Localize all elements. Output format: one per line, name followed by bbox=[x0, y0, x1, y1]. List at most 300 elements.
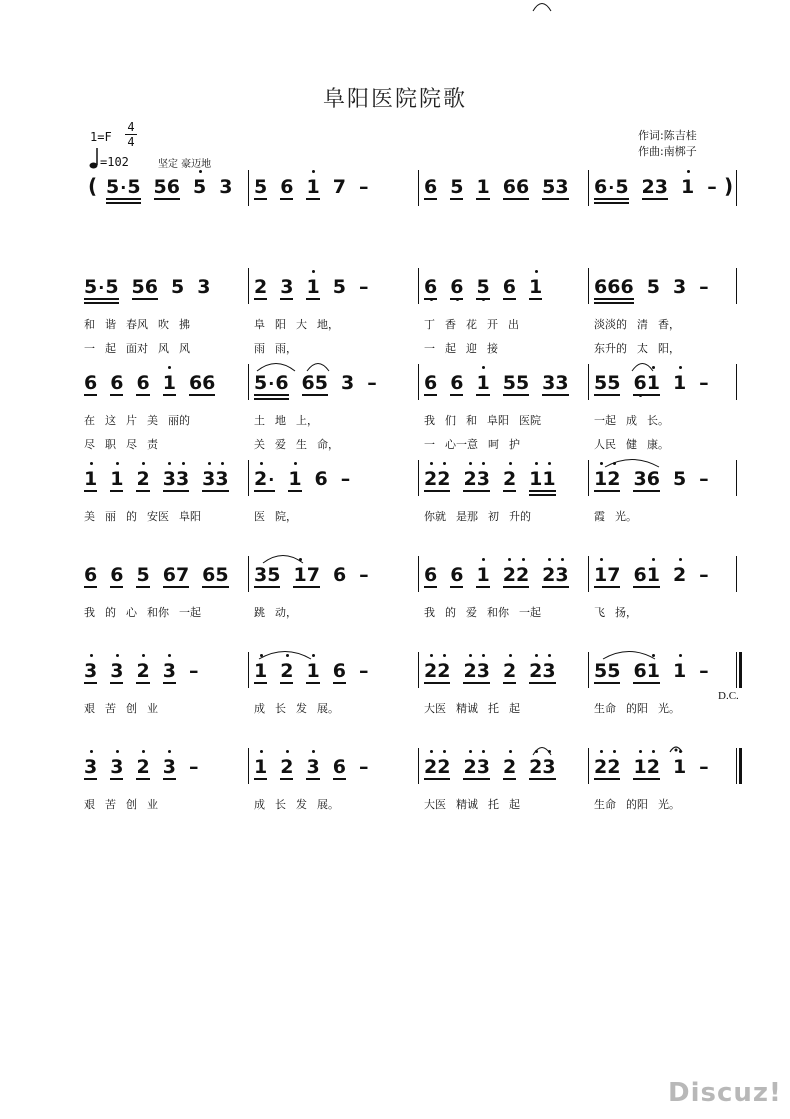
note-line bbox=[594, 276, 722, 300]
lyric-word: 爱 bbox=[275, 438, 286, 451]
barline bbox=[588, 170, 589, 206]
composer-credit: 作曲:南梆子 bbox=[638, 145, 697, 158]
lyrics-verse-1 bbox=[594, 508, 647, 524]
note: 2 3 bbox=[542, 564, 568, 586]
note: 6 bbox=[450, 564, 464, 586]
note: 5 bbox=[136, 564, 150, 586]
lyric-word: 土 bbox=[254, 414, 265, 427]
note: 2 bbox=[280, 660, 293, 682]
lyric-word: 拂 bbox=[179, 318, 190, 331]
note: 5 bbox=[646, 276, 660, 298]
lyric-word: 谐 bbox=[105, 318, 116, 331]
lyrics-verse-2 bbox=[254, 340, 307, 356]
lyrics-verse-2 bbox=[254, 436, 349, 452]
note: 66 bbox=[188, 372, 216, 394]
note: 23 bbox=[641, 176, 669, 198]
lyric-word: 长 bbox=[275, 798, 286, 811]
note-line bbox=[84, 564, 242, 588]
lyric-word: 风 bbox=[158, 342, 169, 355]
note: 1 bbox=[84, 468, 97, 490]
lyrics-verse-1 bbox=[84, 412, 200, 428]
note-line bbox=[594, 176, 730, 200]
lyric-word: 一 bbox=[84, 342, 95, 355]
lyric-word: 扬， bbox=[615, 606, 637, 619]
lyric-word: 苦 bbox=[105, 702, 116, 715]
lyric-word: 初 bbox=[488, 510, 499, 523]
lyric-word: 淡淡的 bbox=[594, 318, 627, 331]
lyrics-verse-1 bbox=[254, 316, 349, 332]
lyrics-verse-2 bbox=[424, 340, 508, 356]
note: 1 bbox=[306, 276, 319, 298]
lyric-word: 长 bbox=[275, 702, 286, 715]
note: 3 bbox=[672, 276, 687, 298]
note: 1 2 bbox=[594, 468, 620, 490]
note: 6 bbox=[450, 276, 463, 298]
note: 1 7 bbox=[594, 564, 620, 586]
note: 61 bbox=[633, 564, 659, 586]
note: 6 bbox=[110, 564, 124, 586]
lyric-word: 太 bbox=[637, 342, 648, 355]
note: 3 bbox=[84, 660, 97, 682]
note: – bbox=[699, 276, 709, 298]
barline bbox=[248, 748, 249, 784]
lyric-word: 跳 bbox=[254, 606, 265, 619]
note: 7 bbox=[332, 176, 346, 198]
note: 3 bbox=[163, 756, 176, 778]
lyrics-verse-1 bbox=[254, 412, 328, 428]
note: – bbox=[699, 660, 709, 682]
note-line bbox=[594, 564, 722, 588]
lyric-word: 动， bbox=[275, 606, 297, 619]
lyric-word: 阳， bbox=[658, 342, 680, 355]
lyric-word: 上， bbox=[296, 414, 318, 427]
note: 1 bbox=[476, 176, 490, 198]
lyric-word: 光。 bbox=[658, 702, 680, 715]
key-signature: 1=F bbox=[90, 130, 112, 144]
lyrics-verse-1 bbox=[594, 604, 647, 620]
lyric-word: 托 bbox=[488, 798, 499, 811]
slur-arc bbox=[256, 360, 296, 372]
note: – bbox=[188, 660, 199, 682]
lyrics-verse-1 bbox=[594, 700, 690, 716]
lyrics-verse-1 bbox=[424, 412, 551, 428]
note: 55 bbox=[594, 372, 621, 394]
lyric-word: 生命 bbox=[594, 798, 616, 811]
note-line bbox=[254, 756, 381, 780]
note-line bbox=[424, 468, 569, 492]
note-line bbox=[254, 660, 381, 684]
note: 2 3 bbox=[463, 756, 489, 778]
barline bbox=[736, 748, 737, 784]
lyrics-verse-2 bbox=[424, 436, 530, 452]
note: 6 bbox=[502, 276, 516, 298]
note: 5 bbox=[476, 276, 489, 298]
barline bbox=[736, 268, 737, 304]
lyric-word: 香 bbox=[445, 318, 456, 331]
lyric-word: 们 bbox=[445, 414, 456, 427]
lyric-word: 职 bbox=[105, 438, 116, 451]
lyric-word: 地 bbox=[275, 414, 286, 427]
barline bbox=[248, 652, 249, 688]
note: 3 3 bbox=[163, 468, 189, 490]
note: 1 bbox=[254, 660, 267, 682]
note: 1 bbox=[254, 756, 267, 778]
note: 6 bbox=[424, 372, 438, 394]
note: 5 bbox=[450, 176, 464, 198]
lyrics-verse-2 bbox=[84, 436, 168, 452]
barline bbox=[418, 170, 419, 206]
lyric-word: 阜 bbox=[254, 318, 265, 331]
note: 3 bbox=[341, 372, 355, 394]
note: – bbox=[359, 564, 369, 586]
note: 61 bbox=[633, 660, 659, 682]
lyric-word: 地， bbox=[317, 318, 339, 331]
note: 1 bbox=[306, 660, 319, 682]
lyric-word: 香， bbox=[658, 318, 680, 331]
note: – bbox=[358, 276, 369, 298]
lyrics-verse-1 bbox=[84, 508, 211, 524]
lyric-word: 和 bbox=[84, 318, 95, 331]
lyric-word: 春风 bbox=[126, 318, 148, 331]
note: 2 bbox=[280, 756, 293, 778]
note: – bbox=[367, 372, 377, 394]
quarter-note-icon bbox=[88, 146, 100, 170]
note: 6 1 bbox=[633, 372, 659, 394]
lyric-word: 一 bbox=[424, 438, 435, 451]
lyric-word: 爱 bbox=[466, 606, 477, 619]
note-line bbox=[84, 660, 211, 684]
lyric-word: 艰 bbox=[84, 702, 95, 715]
barline bbox=[588, 652, 589, 688]
note: 55 bbox=[594, 660, 621, 682]
note-line bbox=[84, 276, 223, 300]
note: 5 bbox=[672, 468, 687, 490]
note-line bbox=[254, 372, 390, 396]
note: 2 2 bbox=[424, 756, 450, 778]
barline bbox=[588, 268, 589, 304]
note: 666 bbox=[594, 276, 634, 298]
note: 2 3 bbox=[463, 660, 489, 682]
lyric-word: 心 bbox=[126, 606, 137, 619]
lyric-word: 精诚 bbox=[456, 702, 478, 715]
lyric-word: 丽的 bbox=[168, 414, 190, 427]
note-line bbox=[84, 756, 211, 780]
barline bbox=[418, 364, 419, 400]
lyrics-verse-2 bbox=[84, 340, 200, 356]
lyric-word: 阜阳 bbox=[487, 414, 509, 427]
lyric-word: 托 bbox=[488, 702, 499, 715]
lyric-word: 安医 bbox=[147, 510, 169, 523]
lyric-word: 健 bbox=[626, 438, 637, 451]
note: – bbox=[340, 468, 351, 490]
barline bbox=[736, 556, 737, 592]
note: 6·5 bbox=[594, 176, 629, 198]
note: 3 bbox=[306, 756, 319, 778]
note: 6 bbox=[424, 176, 438, 198]
note: 3 bbox=[84, 756, 97, 778]
note-line bbox=[594, 372, 722, 396]
lyric-word: 东升的 bbox=[594, 342, 627, 355]
lyrics-verse-1 bbox=[84, 316, 200, 332]
lyric-word: 一起 bbox=[519, 606, 541, 619]
lyric-word: 生命 bbox=[594, 702, 616, 715]
lyric-word: 我 bbox=[84, 606, 95, 619]
lyric-word: 这 bbox=[105, 414, 116, 427]
credits bbox=[638, 128, 697, 160]
lyrics-verse-1 bbox=[84, 700, 168, 716]
note: 2 3 bbox=[463, 468, 489, 490]
lyric-word: 创 bbox=[126, 798, 137, 811]
lyric-word: 的阳 bbox=[626, 798, 648, 811]
note: 65 bbox=[301, 372, 329, 394]
lyric-word: 接 bbox=[487, 342, 498, 355]
note: 2 bbox=[136, 468, 149, 490]
note: 2 2 bbox=[424, 468, 450, 490]
barline bbox=[588, 364, 589, 400]
note: 2 3 bbox=[529, 756, 555, 778]
note: 3 bbox=[219, 176, 233, 198]
lyric-word: 的 bbox=[445, 606, 456, 619]
note: 67 bbox=[162, 564, 190, 586]
note: 2 bbox=[136, 756, 149, 778]
lyric-word: 业 bbox=[147, 702, 158, 715]
note: 56 bbox=[131, 276, 159, 298]
note: 2 bbox=[136, 660, 149, 682]
note: 5 bbox=[332, 276, 346, 298]
note-line bbox=[594, 756, 722, 780]
lyric-word: 发 bbox=[296, 702, 307, 715]
slur-arc bbox=[262, 552, 304, 564]
barline bbox=[248, 170, 249, 206]
note: 2 2 bbox=[503, 564, 529, 586]
note-line bbox=[84, 372, 228, 396]
note: – bbox=[358, 660, 369, 682]
note: 1 bbox=[673, 660, 686, 682]
song-title: 阜阳医院院歌 bbox=[322, 87, 467, 112]
lyrics-verse-1 bbox=[594, 412, 679, 428]
barline bbox=[248, 556, 249, 592]
note: 6 bbox=[314, 468, 328, 490]
lyric-word: 呵 bbox=[488, 438, 499, 451]
slur-arc bbox=[306, 360, 330, 372]
lyric-word: 大医 bbox=[424, 798, 446, 811]
note: 6 bbox=[110, 372, 124, 394]
lyrics-verse-1 bbox=[424, 316, 529, 332]
lyric-word: 大医 bbox=[424, 702, 446, 715]
lyric-word: 风 bbox=[179, 342, 190, 355]
lyric-word: 出 bbox=[508, 318, 519, 331]
lyric-word: 开 bbox=[487, 318, 498, 331]
note: 2 3 bbox=[529, 660, 555, 682]
lyric-word: 一起 bbox=[594, 414, 616, 427]
lyric-word: 心一意 bbox=[445, 438, 478, 451]
note: – bbox=[358, 756, 369, 778]
lyric-word: 是那 bbox=[456, 510, 478, 523]
barline bbox=[588, 748, 589, 784]
note: – bbox=[699, 468, 709, 490]
lyric-word: 飞 bbox=[594, 606, 605, 619]
note: 6 bbox=[332, 756, 346, 778]
note: – bbox=[699, 756, 709, 778]
lyric-word: 院， bbox=[275, 510, 297, 523]
note: 53 bbox=[542, 176, 569, 198]
note: 3 bbox=[197, 276, 211, 298]
lyric-word: 康。 bbox=[647, 438, 669, 451]
slur-arc bbox=[532, 744, 552, 756]
note: 5·5 bbox=[106, 176, 141, 198]
note-line bbox=[424, 276, 555, 300]
note-line bbox=[424, 176, 582, 200]
note: 6 bbox=[136, 372, 150, 394]
intro-close-paren: ) bbox=[724, 174, 734, 198]
note: 5 bbox=[171, 276, 185, 298]
note: 1 bbox=[110, 468, 123, 490]
note: 1 7 bbox=[293, 564, 319, 586]
lyric-word: 医院 bbox=[519, 414, 541, 427]
fermata-icon bbox=[669, 743, 683, 753]
lyric-word: 一 bbox=[424, 342, 435, 355]
barline bbox=[736, 652, 737, 688]
note: 1 bbox=[306, 176, 319, 198]
lyric-word: 美 bbox=[147, 414, 158, 427]
note-line bbox=[424, 660, 569, 684]
lyric-word: 尽 bbox=[84, 438, 95, 451]
note: 36 bbox=[633, 468, 660, 490]
note-line bbox=[424, 564, 582, 588]
lyric-word: 苦 bbox=[105, 798, 116, 811]
lyrics-verse-2 bbox=[594, 436, 679, 452]
note-line bbox=[84, 468, 242, 492]
time-signature-top: 4 bbox=[127, 120, 135, 134]
lyric-word: 的 bbox=[105, 606, 116, 619]
note: 2 bbox=[503, 660, 516, 682]
final-barline bbox=[739, 748, 742, 784]
lyric-word: 成 bbox=[254, 702, 265, 715]
note: 2 bbox=[503, 468, 516, 490]
barline bbox=[588, 556, 589, 592]
note: 1 bbox=[681, 176, 694, 198]
lyric-word: 清 bbox=[637, 318, 648, 331]
note: 6 bbox=[332, 564, 347, 586]
lyric-word: 艰 bbox=[84, 798, 95, 811]
barline bbox=[588, 460, 589, 496]
note: 2 bbox=[673, 564, 686, 586]
lyric-word: 和你 bbox=[487, 606, 509, 619]
note: 3 bbox=[110, 660, 123, 682]
lyric-word: 发 bbox=[296, 798, 307, 811]
lyric-word: 展。 bbox=[317, 798, 339, 811]
barline bbox=[248, 268, 249, 304]
lyric-word: 阜阳 bbox=[179, 510, 201, 523]
barline bbox=[418, 460, 419, 496]
lyrics-verse-1 bbox=[254, 604, 307, 620]
note: 5·6 bbox=[254, 372, 289, 394]
note: 1 bbox=[476, 564, 489, 586]
note: 3 bbox=[163, 660, 176, 682]
note: 1 1 bbox=[529, 468, 555, 490]
lyrics-verse-1 bbox=[424, 700, 530, 716]
lyricist-credit: 作词:陈吉桂 bbox=[638, 129, 697, 142]
note: – bbox=[358, 176, 369, 198]
note: 5 bbox=[193, 176, 206, 198]
note: 1 bbox=[288, 468, 301, 490]
lyric-word: 成 bbox=[254, 798, 265, 811]
note-line bbox=[594, 660, 722, 684]
note: 6 bbox=[84, 372, 98, 394]
lyrics-verse-1 bbox=[594, 316, 690, 332]
lyric-word: 你就 bbox=[424, 510, 446, 523]
lyric-word: 我 bbox=[424, 606, 435, 619]
lyric-word: 起 bbox=[105, 342, 116, 355]
slur-arc bbox=[532, 0, 552, 12]
lyric-word: 起 bbox=[509, 798, 520, 811]
note: 55 bbox=[502, 372, 530, 394]
lyric-word: 我 bbox=[424, 414, 435, 427]
lyric-word: 在 bbox=[84, 414, 95, 427]
lyric-word: 丽 bbox=[105, 510, 116, 523]
lyric-word: 医 bbox=[254, 510, 265, 523]
note: 33 bbox=[542, 372, 569, 394]
intro-open-paren: ( bbox=[88, 174, 98, 198]
lyrics-verse-1 bbox=[84, 604, 211, 620]
note: 66 bbox=[502, 176, 530, 198]
lyric-word: 阳 bbox=[275, 318, 286, 331]
note: 6 bbox=[280, 176, 294, 198]
barline bbox=[248, 460, 249, 496]
lyric-word: 美 bbox=[84, 510, 95, 523]
note: – bbox=[707, 176, 717, 198]
note: 2 2 bbox=[594, 756, 620, 778]
lyric-word: 命， bbox=[317, 438, 339, 451]
note-line bbox=[254, 468, 363, 492]
lyrics-verse-1 bbox=[424, 508, 541, 524]
lyric-word: 和你 bbox=[147, 606, 169, 619]
barline bbox=[418, 268, 419, 304]
note-line bbox=[424, 372, 582, 396]
lyric-word: 面对 bbox=[126, 342, 148, 355]
lyric-word: 尽 bbox=[126, 438, 137, 451]
note: 2 · bbox=[254, 468, 275, 490]
lyric-word: 的 bbox=[126, 510, 137, 523]
lyric-word: 起 bbox=[509, 702, 520, 715]
final-barline bbox=[739, 652, 742, 688]
lyrics-verse-1 bbox=[254, 796, 349, 812]
barline bbox=[418, 556, 419, 592]
tempo-marking: =102 bbox=[100, 155, 129, 169]
lyric-word: 业 bbox=[147, 798, 158, 811]
lyric-word: 丁 bbox=[424, 318, 435, 331]
lyrics-verse-1 bbox=[424, 604, 551, 620]
note: 1 bbox=[673, 372, 686, 394]
note: 3 3 bbox=[202, 468, 228, 490]
note-line bbox=[106, 176, 245, 200]
lyric-word: 光。 bbox=[658, 798, 680, 811]
lyric-word: 霞 bbox=[594, 510, 605, 523]
note: 5·5 bbox=[84, 276, 119, 298]
note-line bbox=[424, 756, 569, 780]
lyric-word: 生 bbox=[296, 438, 307, 451]
time-signature bbox=[124, 120, 138, 149]
lyric-word: 雨， bbox=[275, 342, 297, 355]
note: 1 2 bbox=[633, 756, 659, 778]
note-line bbox=[594, 468, 722, 492]
note: 6 bbox=[424, 564, 438, 586]
slur-arc bbox=[604, 456, 660, 468]
lyric-word: 迎 bbox=[466, 342, 477, 355]
note: 6 bbox=[84, 564, 98, 586]
dc-marking: D.C. bbox=[718, 690, 739, 702]
lyrics-verse-2 bbox=[594, 340, 690, 356]
